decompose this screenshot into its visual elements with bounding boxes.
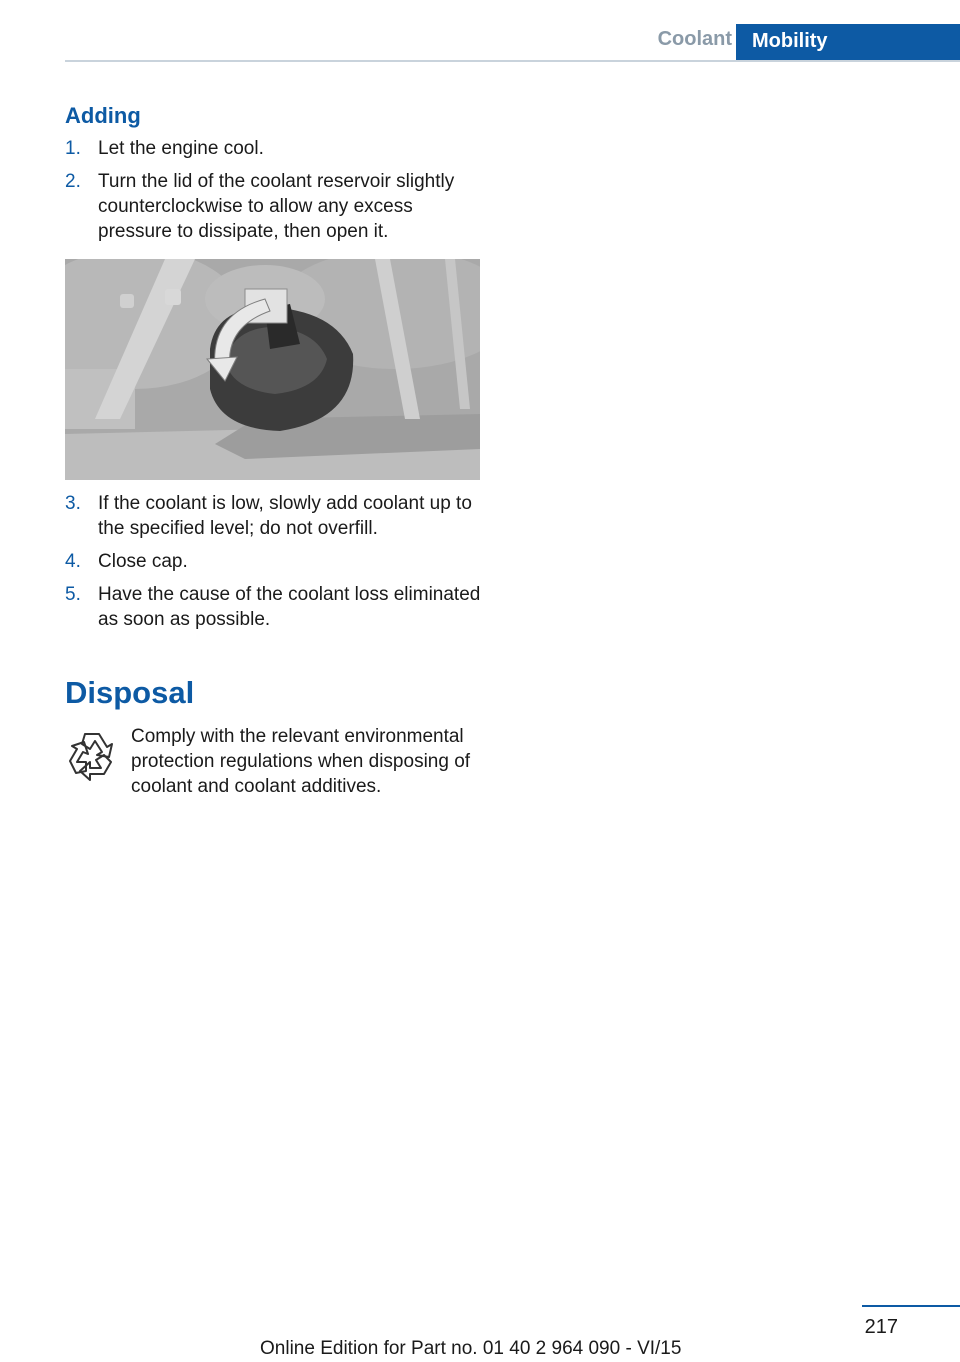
adding-steps-list xyxy=(65,136,483,252)
step-item xyxy=(65,169,483,244)
recycle-icon xyxy=(66,728,118,782)
step-item xyxy=(65,549,483,574)
step-number: 1. xyxy=(65,138,81,159)
step-number: 2. xyxy=(65,171,81,192)
step-number: 5. xyxy=(65,584,81,605)
disposal-heading: Disposal xyxy=(65,675,195,710)
step-text: Let the engine cool. xyxy=(98,138,264,159)
step-text: Turn the lid of the coolant reservoir slightly counterclockwise to allow any excess pressure to dissipate, then open it. xyxy=(98,171,455,242)
disposal-text: Comply with the relevant environmental protection regulations when disposing of coolant and coolant additives. xyxy=(131,726,471,797)
step-number: 3. xyxy=(65,493,81,514)
page-number: 217 xyxy=(864,1316,898,1338)
header-chapter-tab: Mobility xyxy=(736,24,960,62)
adding-steps-list-continued xyxy=(65,491,483,640)
step-text: Close cap. xyxy=(98,551,188,572)
step-item xyxy=(65,582,483,632)
step-number: 4. xyxy=(65,551,81,572)
step-text: If the coolant is low, slowly add coolant up to the specified level; do not overfill. xyxy=(98,493,472,539)
footer-edition-text: Online Edition for Part no. 01 40 2 964 090 - VI/15 xyxy=(260,1338,682,1359)
step-text: Have the cause of the coolant loss eliminated as soon as possible. xyxy=(98,584,481,630)
coolant-reservoir-photo xyxy=(65,259,480,480)
step-item xyxy=(65,136,483,161)
adding-heading: Adding xyxy=(65,103,141,128)
header-divider xyxy=(65,60,960,62)
step-item xyxy=(65,491,483,541)
header-section-label: Coolant xyxy=(657,28,732,50)
page-number-divider xyxy=(862,1305,960,1307)
